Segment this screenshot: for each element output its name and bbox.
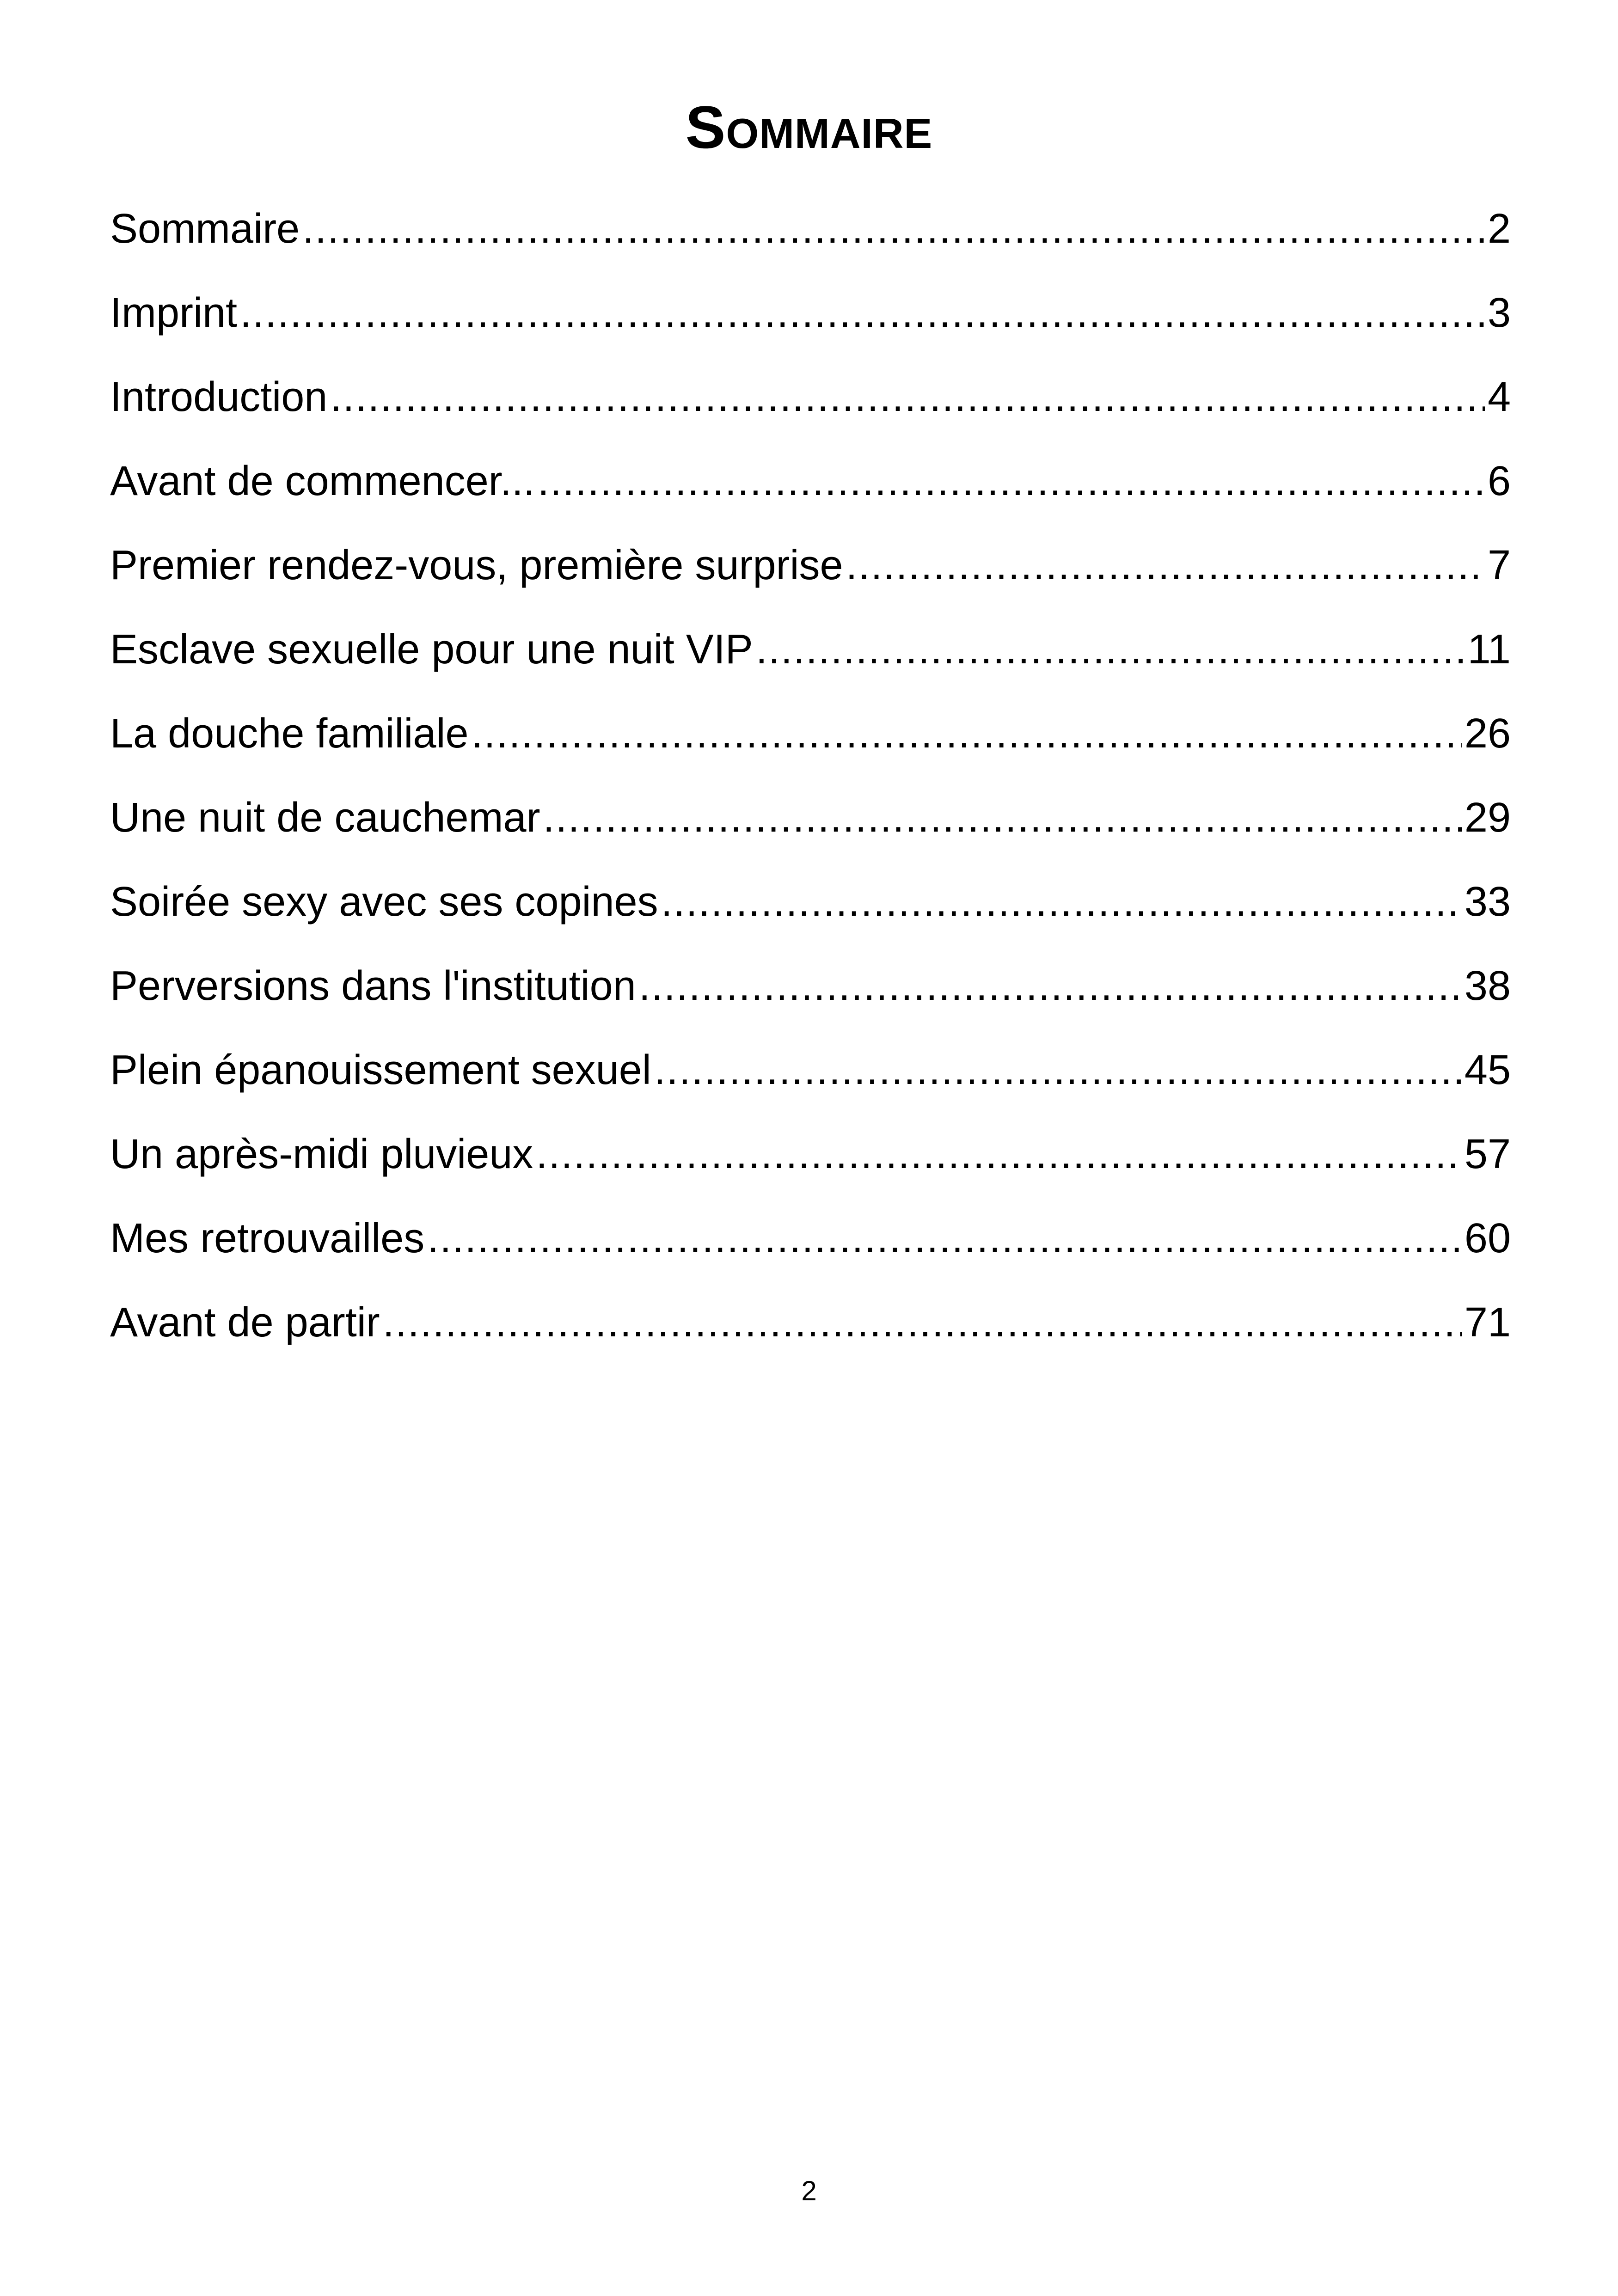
- toc-entry-label: Soirée sexy avec ses copines: [110, 879, 658, 925]
- toc-entry-page: 6: [1487, 458, 1511, 504]
- toc-entry-page: 33: [1464, 879, 1511, 925]
- toc-entry-label: Esclave sexuelle pour une nuit VIP: [110, 626, 753, 673]
- toc-entry[interactable]: [110, 1208, 1511, 1292]
- toc-entry-label: Perversions dans l'institution: [110, 963, 636, 1009]
- dot-leader: [302, 199, 1485, 259]
- toc-entry[interactable]: [110, 1292, 1511, 1377]
- dot-leader: [756, 619, 1465, 680]
- toc-entry-label: La douche familiale: [110, 710, 469, 757]
- toc-entry-label: Mes retrouvailles: [110, 1215, 425, 1261]
- dot-leader: [472, 704, 1462, 764]
- toc-entry-page: 7: [1487, 542, 1511, 588]
- toc-entry-label: Avant de partir: [110, 1299, 380, 1346]
- table-of-contents: [110, 199, 1511, 1377]
- dot-leader: [383, 1292, 1462, 1353]
- toc-entry[interactable]: [110, 199, 1511, 283]
- toc-entry[interactable]: [110, 1124, 1511, 1208]
- toc-entry-page: 29: [1464, 795, 1511, 841]
- toc-entry-label: Premier rendez-vous, première surprise: [110, 542, 843, 588]
- toc-entry-page: 45: [1464, 1047, 1511, 1093]
- dot-leader: [427, 1208, 1462, 1268]
- toc-entry-label: Introduction: [110, 374, 328, 420]
- toc-entry-page: 26: [1464, 710, 1511, 757]
- toc-entry[interactable]: [110, 367, 1511, 451]
- toc-entry[interactable]: [110, 872, 1511, 956]
- dot-leader: [536, 1124, 1462, 1184]
- toc-entry[interactable]: [110, 704, 1511, 788]
- toc-entry-page: 4: [1487, 374, 1511, 420]
- toc-entry-page: 57: [1464, 1131, 1511, 1177]
- toc-entry[interactable]: [110, 619, 1511, 704]
- toc-entry-page: 2: [1487, 206, 1511, 252]
- dot-leader: [538, 451, 1485, 511]
- toc-entry-label: Un après-midi pluvieux: [110, 1131, 533, 1177]
- toc-entry-page: 11: [1467, 626, 1511, 673]
- toc-entry-label: Imprint: [110, 290, 238, 336]
- dot-leader: [543, 788, 1462, 848]
- dot-leader: [846, 535, 1485, 595]
- toc-entry-label: Plein épanouissement sexuel: [110, 1047, 651, 1093]
- toc-entry[interactable]: [110, 451, 1511, 535]
- dot-leader: [240, 283, 1485, 343]
- toc-entry-label: Avant de commencer...: [110, 458, 535, 504]
- toc-entry-page: 71: [1464, 1299, 1511, 1346]
- toc-entry-label: Sommaire: [110, 206, 300, 252]
- toc-entry-page: 60: [1464, 1215, 1511, 1261]
- toc-entry[interactable]: [110, 535, 1511, 619]
- dot-leader: [661, 872, 1462, 932]
- dot-leader: [330, 367, 1485, 427]
- dot-leader: [654, 1040, 1462, 1100]
- dot-leader: [639, 956, 1462, 1016]
- toc-entry[interactable]: [110, 1040, 1511, 1124]
- toc-entry-label: Une nuit de cauchemar: [110, 795, 540, 841]
- page-title: Sommaire: [685, 93, 933, 161]
- toc-entry-page: 3: [1487, 290, 1511, 336]
- toc-entry[interactable]: [110, 956, 1511, 1040]
- toc-entry[interactable]: [110, 283, 1511, 367]
- page-number: 2: [801, 2175, 817, 2206]
- toc-entry[interactable]: [110, 788, 1511, 872]
- toc-entry-page: 38: [1464, 963, 1511, 1009]
